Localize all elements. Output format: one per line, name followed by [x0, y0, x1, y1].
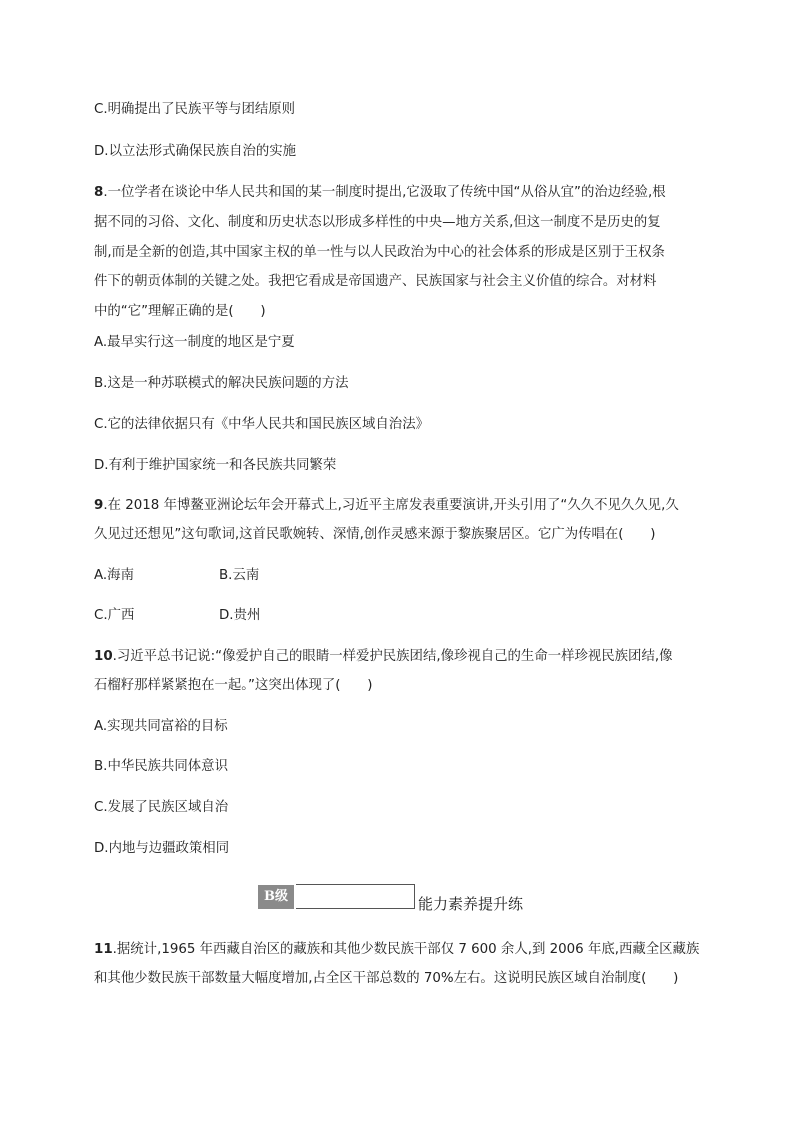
- option-row: [94, 606, 261, 626]
- option-a: A.最早实行这一制度的地区是宁夏: [94, 335, 295, 350]
- question-11-line: [94, 940, 699, 960]
- question-11-line: 和其他少数民族干部数量大幅度增加,占全区干部总数的 70%左右。这说明民族区域自治制度( ): [94, 971, 679, 986]
- question-text: .据统计,1965 年西藏自治区的藏族和其他少数民族干部仅 7 600 余人,到 2006 年底,西藏全区藏族: [112, 942, 700, 957]
- option-b: B.中华民族共同体意识: [94, 759, 228, 774]
- option-c: C.广西: [94, 608, 135, 623]
- question-number: 11: [94, 942, 113, 957]
- option-c: C.发展了民族区域自治: [94, 800, 229, 815]
- option-row: [94, 566, 260, 586]
- question-text: .一位学者在谈论中华人民共和国的某一制度时提出,它汲取了传统中国“从俗从宜”的治边经验,根: [103, 185, 666, 200]
- option-a: A.海南: [94, 568, 134, 583]
- option-d: D.以立法形式确保民族自治的实施: [94, 144, 297, 159]
- question-8-line: 中的“它”理解正确的是( ): [94, 304, 266, 319]
- question-10-line: [94, 647, 672, 667]
- question-number: 8: [94, 185, 104, 200]
- question-number: 9: [94, 498, 104, 513]
- option-c: C.它的法律依据只有《中华人民共和国民族区域自治法》: [94, 417, 429, 432]
- section-title: 能力素养提升练: [418, 895, 524, 913]
- question-text: .习近平总书记说:“像爱护自己的眼睛一样爱护民族团结,像珍视自己的生命一样珍视民族团结,像: [112, 649, 673, 664]
- option-d: D.贵州: [219, 608, 261, 623]
- question-number: 10: [94, 649, 113, 664]
- option-d: D.内地与边疆政策相同: [94, 841, 230, 856]
- question-8-line: 件下的朝贡体制的关键之处。我把它看成是帝国遗产、民族国家与社会主义价值的综合。对材料: [94, 274, 657, 289]
- question-8-line: 制,而是全新的创造,其中国家主权的单一性与以人民政治为中心的社会体系的形成是区别于王权条: [94, 245, 665, 260]
- option-b: B.云南: [219, 568, 260, 583]
- question-10-line: 石榴籽那样紧紧抱在一起。”这突出体现了( ): [94, 678, 373, 693]
- question-text: .在 2018 年博鳌亚洲论坛年会开幕式上,习近平主席发表重要演讲,开头引用了“久久不见久久见,久: [103, 498, 679, 513]
- option-a: A.实现共同富裕的目标: [94, 719, 228, 734]
- question-9-line: 久见过还想见”这句歌词,这首民歌婉转、深情,创作灵感来源于黎族聚居区。它广为传唱在( ): [94, 527, 656, 542]
- option-b: B.这是一种苏联模式的解决民族问题的方法: [94, 376, 349, 391]
- section-banner: [258, 882, 558, 914]
- option-c: C.明确提出了民族平等与团结原则: [94, 102, 296, 117]
- question-8-line: 据不同的习俗、文化、制度和历史状态以形成多样性的中央—地方关系,但这一制度不是历史的复: [94, 215, 661, 230]
- badge-frame: [296, 884, 415, 909]
- question-9-line: [94, 496, 679, 516]
- level-badge: B级: [258, 885, 294, 909]
- option-d: D.有利于维护国家统一和各民族共同繁荣: [94, 458, 337, 473]
- question-8-line: [94, 183, 666, 203]
